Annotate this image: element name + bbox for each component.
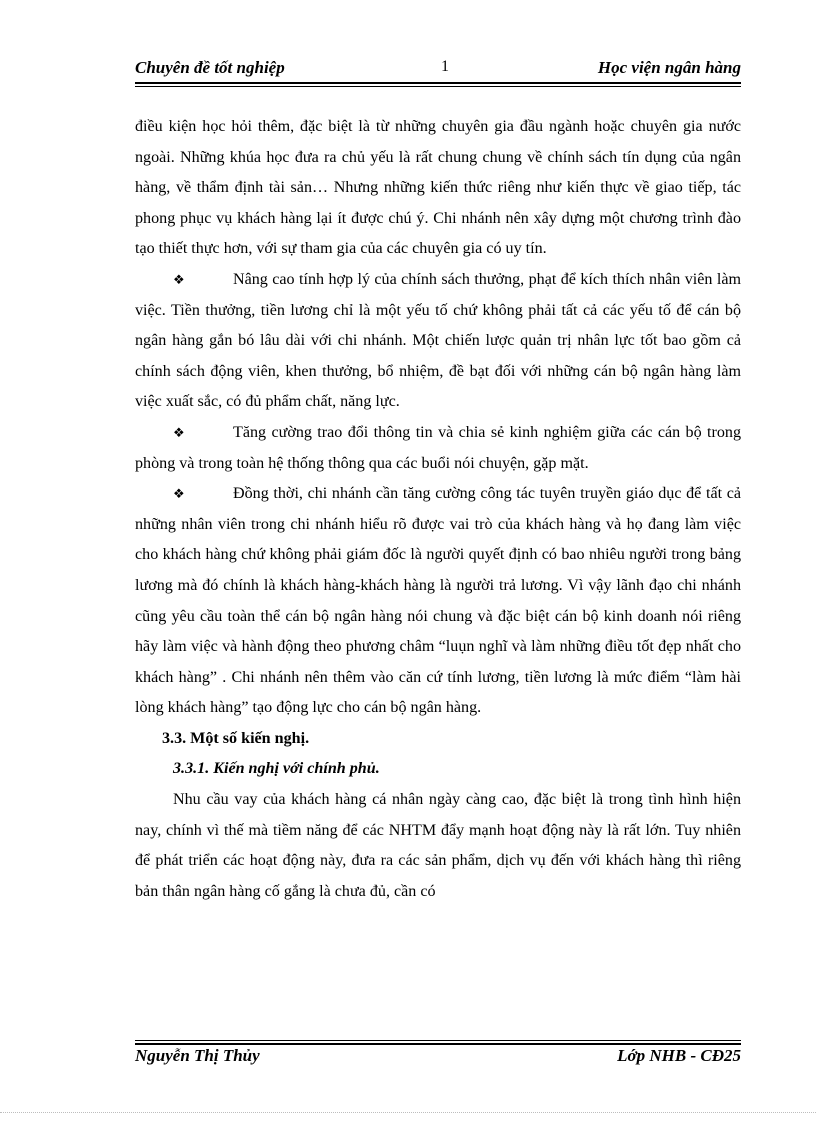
header-divider — [135, 82, 741, 86]
footer-author: Nguyễn Thị Thủy — [135, 1046, 260, 1065]
page-header — [135, 56, 741, 82]
diamond-bullet-icon: ❖ — [173, 424, 185, 440]
section-heading: 3.3. Một số kiến nghị. — [162, 729, 310, 747]
subsection-heading: 3.3.1. Kiến nghị với chính phủ. — [173, 760, 380, 778]
page-number: 1 — [441, 58, 449, 75]
paragraph-continued: điều kiện học hỏi thêm, đặc biệt là từ những chuyên gia đầu ngành hoặc chuyên gia nước ngoài. Những khúa học đưa ra chủ yếu là rất chung chung về chính sách tín dụng của ngân hàng, về thẩm định tài sản… Nhưng những kiến thức riêng như kiến thực về giao tiếp, tác phong phục vụ khách hàng lại ít được chú ý. Chi nhánh nên xây dựng một chương trình đào tạo thiết thực hơn, với sự tham gia của các chuyên gia có uy tín. — [135, 118, 741, 258]
bullet-text: Nâng cao tính hợp lý của chính sách thưởng, phạt để kích thích nhân viên làm việc. Tiền thưởng, tiền lương chỉ là một yếu tố chứ không phải tất cả các yếu tố để cán bộ ngân hàng gắn bó lâu dài với chi nhánh. Một chiến lược quản trị nhân lực tốt bao gồm cả chính sách động viên, khen thưởng, bổ nhiệm, đề bạt đối với những cán bộ ngân hàng làm việc xuất sắc, có đủ phẩm chất, năng lực. — [135, 270, 741, 411]
page-boundary — [0, 1112, 816, 1113]
bullet-paragraph — [135, 418, 741, 479]
paragraph: Nhu cầu vay của khách hàng cá nhân ngày càng cao, đặc biệt là trong tình hình hiện nay, chính vì thế mà tiềm năng để các NHTM đẩy mạnh hoạt động này là rất lớn. Tuy nhiên để phát triển các hoạt động này, đưa ra các sản phẩm, dịch vụ đến với khách hàng thì riêng bản thân ngân hàng cố gắng là chưa đủ, cần có — [135, 791, 741, 900]
footer-divider — [135, 1040, 741, 1041]
header-institution: Học viện ngân hàng — [597, 58, 741, 77]
footer-class: Lớp NHB - CĐ25 — [617, 1046, 741, 1065]
bullet-paragraph — [135, 265, 741, 418]
bullet-paragraph — [135, 479, 741, 724]
document-body — [135, 112, 741, 907]
diamond-bullet-icon: ❖ — [173, 271, 185, 287]
bullet-text: Tăng cường trao đổi thông tin và chia sẻ kinh nghiệm giữa các cán bộ trong phòng và trong toàn hệ thống thông qua các buổi nói chuyện, gặp mặt. — [135, 423, 741, 472]
page-footer — [135, 1046, 741, 1072]
header-thesis-title: Chuyên đề tốt nghiệp — [135, 58, 285, 77]
bullet-text: Đồng thời, chi nhánh cần tăng cường công tác tuyên truyền giáo dục để tất cả những nhân viên trong chi nhánh hiểu rõ được vai trò của khách hàng và họ đang làm việc cho khách hàng chứ không phải giám đốc là người quyết định có bao nhiêu người trong bảng lương mà đó chính là khách hàng-khách hàng là người trả lương. Vì vậy lãnh đạo chi nhánh cũng yêu cầu toàn thể cán bộ ngân hàng nói chung và đặc biệt cán bộ kinh doanh nói riêng hãy làm việc và hành động theo phương châm “luụn nghĩ và làm những điều tốt đẹp nhất cho khách hàng” . Chi nhánh nên thêm vào căn cứ tính lương, tiền lương là mức điểm “làm hài lòng khách hàng” tạo động lực cho cán bộ ngân hàng. — [135, 485, 741, 717]
diamond-bullet-icon: ❖ — [173, 486, 185, 502]
